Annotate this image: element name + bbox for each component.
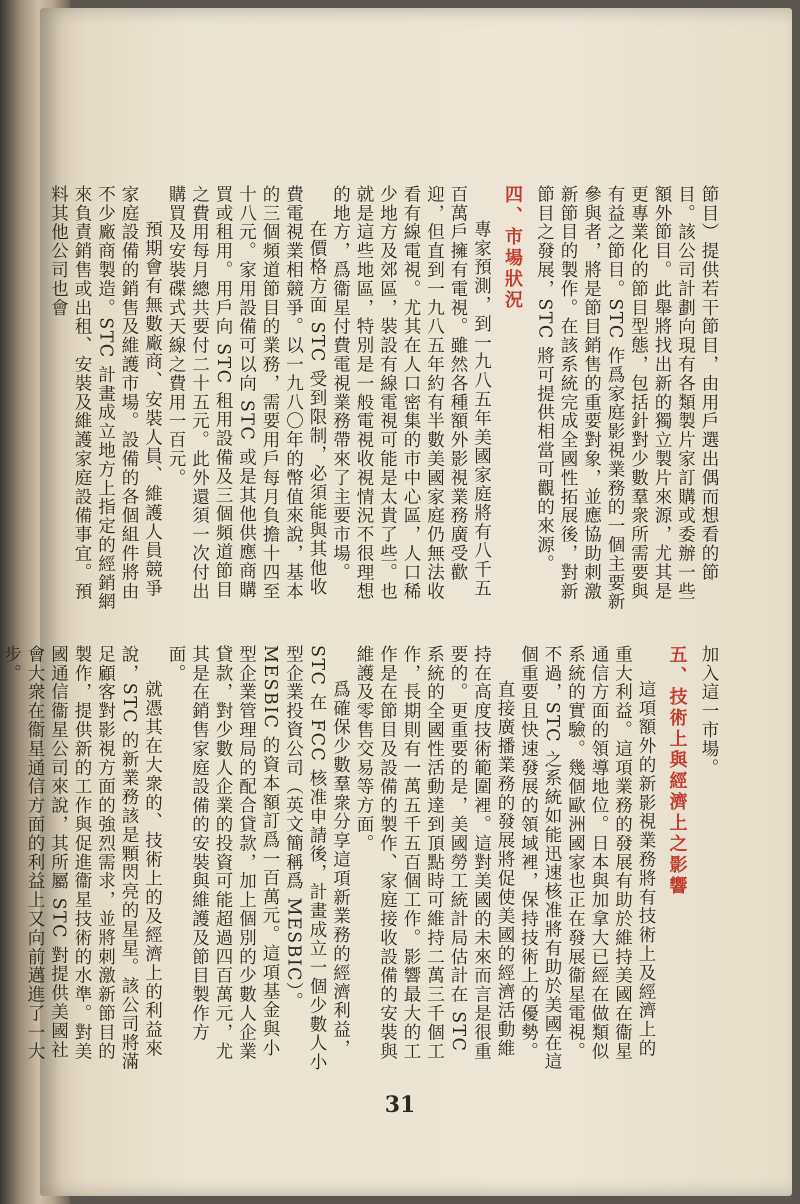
paragraph: 這項額外的新影視業務將有技術上及經濟上的重大利益。這項業務的發展有助於維持美國在衞星通信方面的領導地位。日本與加拿大已經在做類似系統的實驗。幾個歐洲國家也正在發展衞星電視。不過，STC 之系統如能迅速核准將有助於美國在這個重要且快速發展的領域裡，保持技術上的優勢。 (518, 645, 656, 1072)
paragraph: 直接廣播業務的發展將促使美國的經濟活動維持在高度技術範圍裡。這對美國的未來而言是很重要的。更重要的是，美國勞工統計局估計在 STC 系統的全國性活動達到頂點時可維持二萬三千個工作，長期則有一萬五千五百個工作。影響最大的工作是在節目及設備的製作、家庭接收設備的安裝與維護及零售交易等方面。 (354, 645, 515, 1061)
upper-text-block (48, 185, 720, 615)
section-heading-market: 四、市場狀況 (502, 185, 523, 311)
paragraph: 加入這一市場。 (699, 645, 719, 778)
paragraph: 專家預測，到一九八五年美國家庭將有八千五百萬戶擁有電視。雖然各種額外影視業務廣受歡迎，但直到一九八五年約有半數美國家庭仍無法收看有線電視。尤其在人口密集的市中心區，人口稀少地方及郊區，裝設有線電視可能是太貴了些。也就是這些地區，特別是一般電視收視情況不很理想的地方，爲衞星付費電視業務帶來了主要市場。 (330, 185, 492, 601)
paragraph: 就憑其在大衆的、技術上的及經濟上的利益來說，STC 的新業務該是顆閃亮的星星。該公司將滿足顧客對影視方面的強烈需求，並將刺激新節目的製作，提供新的工作與促進衞星技術的水準。對美國通信衞星公司來說，其所屬 STC 對提供美國社會大衆在衞星通信方面的利益上又向前邁進了一大步。 (1, 645, 163, 1072)
paragraph: 在價格方面 STC 受到限制，必須能與其他收費電視業相競爭。以一九八〇年的幣值來說，基本的三個頻道節目的業務，需要用戶每月負擔十四至十八元。家用設備可以向 STC 或是其他供應商購買或租用。用戶向 STC 租用設備及三個頻道節目之費用每月總共要付二十五元。此外還須一次付出購買及安裝碟式天線之費用一百元。 (166, 185, 327, 601)
section-heading-impact: 五、技術上與經濟上之影響 (666, 645, 688, 897)
paragraph: 預期會有無數廠商、安裝人員、維護人員競爭家庭設備的銷售及維護市場。設備的各個組件將由不少廠商製造。STC 計畫成立地方上指定的經銷網來負責銷售或出租、安裝及維護家庭設備事宜。預料其他公司也會 (48, 185, 163, 612)
page-number: 31 (384, 1092, 416, 1118)
lower-text-block (1, 645, 720, 1075)
paragraph: 節目）提供若干節目，由用戶選出偶而想看的節目。該公司計劃向現有各類製片家訂購或委辦一些額外節目。此舉將找出新的獨立製片來源，尤其是更專業化的節目型態，包括針對少數羣衆所需要與有益之節目。STC 作爲家庭影視業務的一個主要新參與者，將是節目銷售的重要對象，並應協助刺激新節目的製作。在該系統完成全國性拓展後，對新節目之發展，STC 將可提供相當可觀的來源。 (534, 185, 719, 612)
paragraph: 爲確保少數羣衆分享這項新業務的經濟利益，STC 在 FCC 核准申請後，計畫成立一個少數人小型企業投資公司（英文簡稱爲 MESBIC）。MESBIC 的資本額訂爲一百萬元。這項基金與小型企業管理局的配合貸款，加上個別的少數人企業貸款，對少數人企業的投資可能超過四百萬元，尤其是在銷售家庭設備的安裝與維護及節目製作方面。 (166, 645, 351, 1072)
